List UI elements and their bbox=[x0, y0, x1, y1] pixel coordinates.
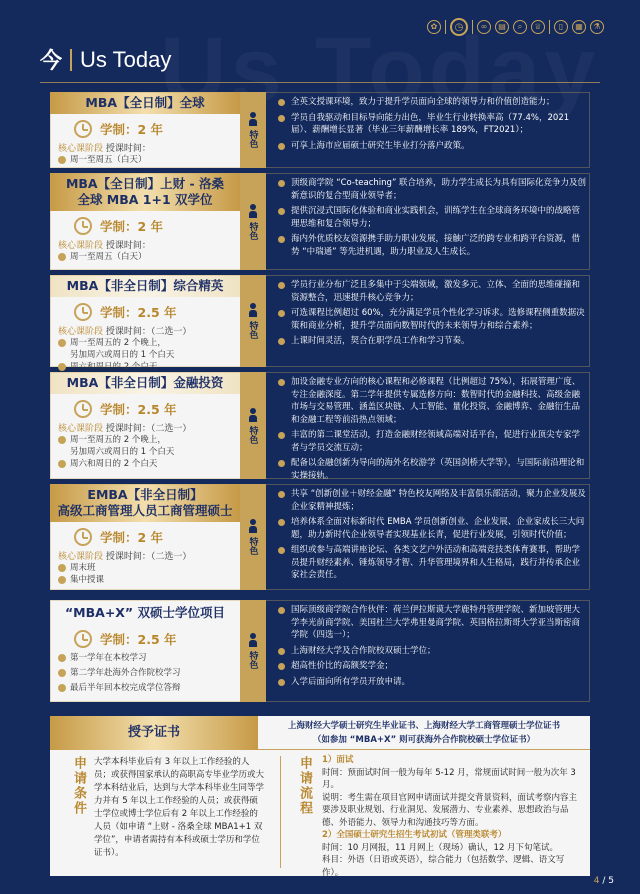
divider bbox=[280, 756, 281, 868]
bullet-icon bbox=[278, 338, 285, 345]
feature-label: 特色 bbox=[247, 221, 258, 240]
process-line: 说明：考生需在项目官网申请面试并提交背景资料，面试考察内容主要涉及职业规划、行业洞见、发展潜力、专业素养、思想政治与品德、外语能力、领导力和沟通技巧等方面。 bbox=[322, 792, 578, 828]
person-icon bbox=[248, 204, 258, 218]
program-info bbox=[50, 275, 240, 372]
stage-label: 核心课阶段 bbox=[58, 144, 104, 154]
schedule-item: 周一至周五（白天） bbox=[70, 252, 147, 262]
person-icon bbox=[248, 633, 258, 647]
process-text bbox=[322, 754, 584, 879]
bullet-icon bbox=[58, 460, 66, 468]
glasses-icon[interactable]: ∞ bbox=[477, 20, 491, 34]
program-block-mba-lausanne bbox=[50, 173, 590, 270]
feature-item: 培养体系全面对标新时代 EMBA 学员创新创业、企业发展、企业家成长三大问题，助力新时代企业领导者实现基业长青，促进行业发展，引领时代价值； bbox=[291, 517, 585, 540]
bullet-icon bbox=[278, 99, 285, 106]
bullet-icon bbox=[58, 564, 66, 572]
feature-list bbox=[272, 173, 590, 270]
feature-item: 配备以金融创新为导向的海外名校游学（英国剑桥大学等），与国际前沿理论和实操接轨。 bbox=[291, 458, 585, 481]
bullet-icon bbox=[278, 143, 285, 150]
icon-bar bbox=[427, 20, 604, 36]
bullet-icon bbox=[58, 156, 66, 164]
title-en: Us Today bbox=[80, 46, 172, 72]
feature-list bbox=[272, 372, 590, 479]
stage-label: 核心课阶段 bbox=[58, 552, 104, 562]
feature-item: 超高性价比的高额奖学金； bbox=[291, 661, 394, 671]
feature-item: 学员行业分布广泛且多集中于尖端领域，激发多元、立体、全面的思维碰撞和资源整合，迅速提升核心竞争力； bbox=[291, 280, 581, 303]
program-name: MBA【非全日制】金融投资 bbox=[50, 372, 240, 394]
divider bbox=[549, 20, 550, 34]
bullet-icon bbox=[278, 115, 285, 122]
process-line: 科目：外语（日语或英语），综合能力（包括数学、逻辑、语文写作）。 bbox=[322, 855, 565, 878]
process-heading: 1）面试 bbox=[322, 755, 354, 765]
schedule-item: 周末班 bbox=[70, 563, 96, 573]
program-name: MBA【非全日制】综合精英 bbox=[50, 275, 240, 297]
feature-item: 入学后面向所有学员开放申请。 bbox=[291, 676, 411, 687]
divider bbox=[472, 20, 473, 34]
feature-item: 海内外优质校友资源携手助力职业发展，接触广泛的跨专业和跨平台资源，借势 “中瑞通” 等先进机遇，助力职业及人生成长。 bbox=[291, 234, 581, 257]
schedule-label: 授课时间：（二选一） bbox=[105, 424, 192, 434]
divider bbox=[445, 20, 446, 34]
clock-icon bbox=[74, 303, 92, 321]
feature-item: 国际顶级商学院合作伙伴：荷兰伊拉斯谟大学鹿特丹管理学院、新加坡管理大学李光前商学院、美国杜兰大学弗里曼商学院、英国格拉斯哥大学亚当斯密商学院（四选一）； bbox=[291, 605, 581, 640]
feature-item: 学员自我驱动和目标导向能力出色，毕业生行业转换率高（77.4%，2021 届）、薪酬增长显著（毕业三年薪酬增长率 189%，FT2021）； bbox=[291, 112, 570, 135]
lotus-icon[interactable]: ✿ bbox=[427, 20, 441, 34]
program-duration: 学制：2 年 bbox=[100, 219, 164, 234]
trophy-icon[interactable]: ♕ bbox=[531, 20, 545, 34]
title-rule bbox=[40, 82, 600, 83]
stage-label: 核心课阶段 bbox=[58, 424, 104, 434]
bullet-icon bbox=[278, 663, 285, 670]
schedule-item: 最后半年回本校完成学位答辩 bbox=[70, 683, 181, 693]
document-icon[interactable]: ▯ bbox=[554, 20, 568, 34]
feature-list bbox=[272, 275, 590, 367]
feature-item: 可享上海市应届硕士研究生毕业打分落户政策。 bbox=[291, 140, 470, 151]
feature-label: 特色 bbox=[247, 425, 258, 444]
program-name: MBA【全日制】全球 bbox=[50, 92, 240, 114]
program-duration: 学制：2 年 bbox=[100, 530, 164, 545]
bullet-icon bbox=[278, 208, 285, 215]
cert-title: 授予证书 bbox=[50, 716, 258, 750]
program-block-mba-x bbox=[50, 600, 590, 702]
program-info bbox=[50, 92, 240, 168]
page-current: 4 bbox=[593, 876, 600, 886]
bullet-icon bbox=[58, 576, 66, 584]
clock-icon bbox=[74, 120, 92, 138]
cert-description bbox=[258, 716, 590, 750]
bullet-icon bbox=[278, 547, 285, 554]
bullet-icon bbox=[58, 684, 66, 692]
feature-item: 组织或参与高端讲座论坛、各类文艺户外活动和高端竞技类体育赛事，帮助学员提升财经素养、锤炼领导才智、升华管理境界和人生格局，践行并传承企业家社会责任。 bbox=[291, 545, 581, 580]
feature-label: 特色 bbox=[247, 130, 258, 148]
schedule-item: 集中授课 bbox=[70, 575, 105, 585]
program-name: “MBA+X” 双硕士学位项目 bbox=[50, 600, 240, 624]
bullet-icon bbox=[58, 669, 66, 677]
bullet-icon bbox=[278, 310, 285, 317]
cert-desc-line: （如参加 “MBA+X” 则可获海外合作院校硕士学位证书） bbox=[312, 735, 536, 745]
schedule-label: 授课时间：（二选一） bbox=[105, 327, 192, 337]
page-title bbox=[40, 44, 171, 75]
flask-icon[interactable]: ⚗ bbox=[590, 20, 604, 34]
stage-label: 核心课阶段 bbox=[58, 327, 104, 337]
schedule-item: 第一学年在本校学习 bbox=[70, 653, 147, 663]
bullet-icon bbox=[278, 491, 285, 498]
feature-item: 丰富的第二课堂活动，打造金融财经领域高端对话平台，促进行业顶尖专家学者与学员交流互动； bbox=[291, 430, 581, 453]
feature-list bbox=[272, 484, 590, 590]
schedule-item: 第二学年赴海外合作院校学习 bbox=[70, 668, 181, 678]
clock-icon bbox=[74, 630, 92, 648]
title-divider bbox=[70, 49, 72, 71]
bullet-icon bbox=[278, 379, 285, 386]
bullet-icon bbox=[58, 654, 66, 662]
schedule-item: 周六和周日的 2 个白天 bbox=[70, 459, 158, 469]
process-title: 申请流程 bbox=[297, 756, 312, 816]
cert-desc-line: 上海财经大学硕士研究生毕业证书、上海财经大学工商管理硕士学位证书 bbox=[287, 721, 560, 731]
bullet-icon bbox=[278, 180, 285, 187]
bullet-icon bbox=[278, 236, 285, 243]
bullet-icon bbox=[278, 648, 285, 655]
feature-item: 可选课程比例超过 60%，充分满足学员个性化学习诉求。选修课程侧重数据决策和商业分析，提升学员面向数智时代的未来领导力和综合素养； bbox=[291, 308, 585, 331]
program-block-emba bbox=[50, 484, 590, 590]
schedule-item: 周一至周五的 2 个晚上， 另加周六或周日的 1 个白天 bbox=[70, 435, 175, 457]
program-info bbox=[50, 173, 240, 270]
feature-label: 特色 bbox=[247, 321, 258, 339]
bullet-icon bbox=[58, 253, 66, 261]
person-icon bbox=[248, 408, 258, 422]
bullet-icon bbox=[278, 607, 285, 614]
page-header bbox=[0, 0, 640, 90]
program-block-mba-elite bbox=[50, 275, 590, 372]
schedule-item: 周一至周五（白天） bbox=[70, 155, 147, 165]
schedule-item: 周六和周日的 2 个白天 bbox=[70, 362, 158, 372]
schedule-label: 授课时间：（二选一） bbox=[105, 552, 192, 562]
feature-item: 上课时间灵活，契合在职学员工作和学习节奏。 bbox=[291, 336, 470, 346]
title-zh: 今 bbox=[40, 49, 63, 74]
feature-item: 共享 “创新创业＋财经金融” 特色校友网络及丰富俱乐部活动，聚力企业发展及企业家精神提炼； bbox=[291, 489, 586, 512]
feature-list bbox=[272, 600, 590, 702]
telescope-icon[interactable]: ⌕ bbox=[513, 20, 527, 34]
bullet-icon bbox=[278, 679, 285, 686]
process-line: 时间：10 月网报，11 月网上（现场）确认，12 月下旬笔试。 bbox=[322, 842, 559, 853]
program-info bbox=[50, 484, 240, 590]
bullet-icon bbox=[58, 339, 66, 347]
conditions-title: 申请条件 bbox=[71, 756, 86, 816]
stage-label: 核心课阶段 bbox=[58, 241, 104, 251]
process-heading: 2）全国硕士研究生招生考试初试（管理类联考） bbox=[322, 830, 507, 840]
person-icon bbox=[248, 112, 258, 126]
feature-tab bbox=[240, 275, 266, 367]
feature-label: 特色 bbox=[247, 651, 258, 669]
program-duration: 学制：2.5 年 bbox=[100, 402, 177, 417]
bullet-icon bbox=[278, 460, 285, 467]
feature-label: 特色 bbox=[247, 537, 258, 555]
grid-icon[interactable]: ▦ bbox=[572, 20, 586, 34]
feature-tab bbox=[240, 372, 266, 479]
person-icon bbox=[248, 303, 258, 317]
program-info bbox=[50, 372, 240, 479]
program-name: MBA【全日制】上财 - 洛桑 全球 MBA 1+1 双学位 bbox=[50, 173, 240, 211]
bullet-icon bbox=[58, 436, 66, 444]
feature-tab bbox=[240, 484, 266, 590]
clock-icon[interactable]: ◷ bbox=[450, 18, 468, 36]
bullet-icon bbox=[278, 519, 285, 526]
feature-item: 顶级商学院 “Co-teaching” 联合培养，助力学生成长为具有国际化竞争力及创新意识的复合型商业领导者； bbox=[291, 178, 587, 201]
feature-tab bbox=[240, 173, 266, 270]
feature-item: 加设金融专业方向的核心课程和必修课程（比例超过 75%），拓展管理广度、专注金融深度。第二学年提供专属选修方向：数智时代的金融科技、高级金融市场与交易管理、涵盖区块链、人工智能、量化投资、金融博弈、金融衍生品和金融工程等前沿热点领域； bbox=[291, 377, 581, 425]
clock-icon bbox=[74, 217, 92, 235]
feature-tab bbox=[240, 600, 266, 702]
bullet-icon bbox=[278, 282, 285, 289]
feature-item: 上海财经大学及合作院校双硕士学位； bbox=[291, 645, 436, 656]
clock-icon bbox=[74, 528, 92, 546]
feature-item: 提供沉浸式国际化体验和商业实践机会，训练学生在全球商务环境中的战略管理思维和复合领导力； bbox=[291, 206, 581, 229]
certificate-section bbox=[50, 716, 590, 876]
program-name: EMBA【非全日制】 高级工商管理人员工商管理硕士 bbox=[50, 484, 240, 522]
schedule-item: 周一至周五的 2 个晚上， 另加周六或周日的 1 个白天 bbox=[70, 338, 175, 360]
book-icon[interactable]: ▤ bbox=[495, 20, 509, 34]
page-total: 5 bbox=[608, 876, 614, 886]
person-icon bbox=[248, 519, 258, 533]
program-block-mba-global bbox=[50, 92, 590, 168]
bullet-icon bbox=[278, 432, 285, 439]
bullet-icon bbox=[58, 363, 66, 371]
conditions-text: 大学本科毕业后有 3 年以上工作经验的人员；或获得国家承认的高职高专毕业学历或大学本科结业后，达到与大学本科毕业生同等学力并有 5 年以上工作经验的人员；或获得硕士学位或博士学位后有 2 年以上工作经验的人员（如申请 “上财 - 洛桑全球 MBA1+1 双学位”，申请者需持有本科或硕士学历和学位证书）。 bbox=[94, 757, 265, 858]
process-line: 时间：预面试时间一般为每年 5-12 月，常规面试时间一般为次年 3 月。 bbox=[322, 767, 576, 790]
program-block-mba-finance bbox=[50, 372, 590, 479]
schedule-label: 授课时间： bbox=[105, 241, 151, 251]
program-duration: 学制：2 年 bbox=[100, 122, 164, 137]
program-duration: 学制：2.5 年 bbox=[100, 632, 177, 647]
feature-tab bbox=[240, 92, 266, 168]
feature-item: 全英文授课环境，致力于提升学员面向全球的领导力和价值创造能力； bbox=[291, 97, 555, 107]
feature-list bbox=[272, 92, 590, 168]
clock-icon bbox=[74, 400, 92, 418]
schedule-label: 授课时间： bbox=[105, 144, 151, 154]
page-number: 4 / 5 bbox=[593, 876, 614, 886]
program-info bbox=[50, 600, 240, 702]
program-duration: 学制：2.5 年 bbox=[100, 305, 177, 320]
